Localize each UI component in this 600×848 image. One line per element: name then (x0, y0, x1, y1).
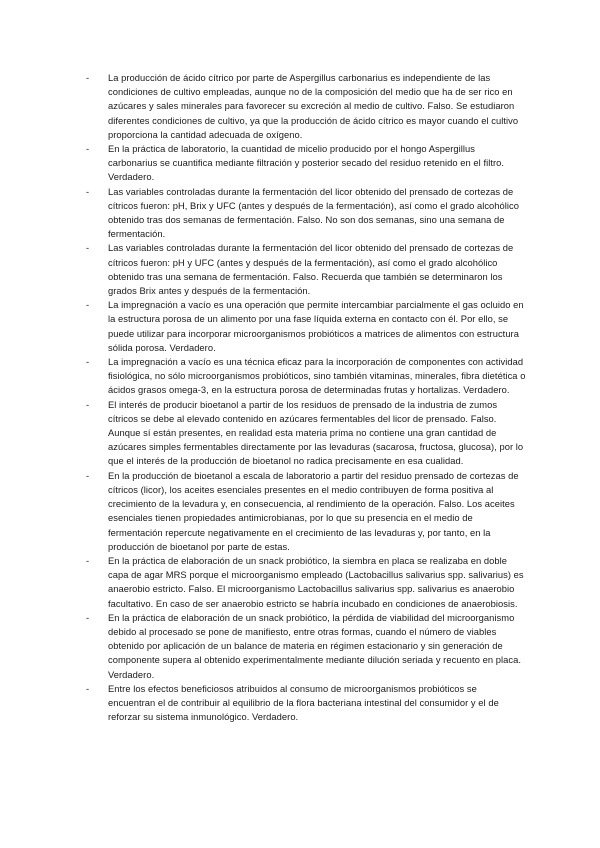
statement-text: El interés de producir bioetanol a partir de los residuos de prensado de la industria de zumos cítricos se debe al elevado contenido en azúcares fermentables del licor de prensado. Falso. Aunque sí están presentes, en realidad esta materia prima no contiene una gran cantidad de azúcares simples fermentables directamente por las levaduras (sacarosa, fructosa, glucosa), por lo que el interés de la producción de bioetanol no radica precisamente en esa cualidad. (108, 399, 524, 467)
list-item (86, 185, 526, 242)
statement-text: En la práctica de elaboración de un snack probiótico, la siembra en placa se realizaba en doble capa de agar MRS porque el microorganismo empleado (Lactobacillus salivarius spp. salivarius) es anaerobio estricto. Falso. El microorganismo Lactobacillus salivarius spp. salivarius es anaerobio facultativo. En caso de ser anaerobio estricto se habría incubado en condiciones de anaerobiosis. (108, 555, 524, 609)
list-item (86, 142, 526, 185)
statement-list (86, 71, 526, 724)
list-item (86, 71, 526, 142)
list-item (86, 355, 526, 398)
bullet-dash: - (86, 357, 90, 368)
bullet-dash: - (86, 555, 90, 566)
list-item (86, 398, 526, 469)
list-item (86, 298, 526, 355)
statement-text: La impregnación a vacío es una operación que permite intercambiar parcialmente el gas ocluido en la estructura porosa de un alimento por una fase líquida externa en contacto con él. Por ello, se puede utilizar para incorporar microorganismos probióticos a matrices de alimentos con estructura sólida porosa. Verdadero. (108, 300, 524, 353)
statement-text: Entre los efectos beneficiosos atribuidos al consumo de microorganismos probióticos se encuentran el de contribuir al equilibrio de la flora bacteriana intestinal del consumidor y el de reforzar su sistema inmunológico. Verdadero. (108, 683, 499, 723)
statement-text: En la práctica de elaboración de un snack probiótico, la pérdida de viabilidad del microorganismo debido al procesado se pone de manifiesto, entre otras formas, cuando el número de viables obtenido por aplicación de un balance de materia en régimen estacionario y sin generación de componente supera al obtenido experimentalmente mediante dilución seriada y recuento en placa. Verdadero. (108, 612, 521, 680)
list-item (86, 469, 526, 554)
list-item (86, 241, 526, 298)
statement-text: La impregnación a vacío es una técnica eficaz para la incorporación de componentes con actividad fisiológica, no sólo microorganismos probióticos, sino también vitaminas, minerales, fibra dietética o ácidos grasos omega-3, en la estructura porosa de determinadas frutas y hortalizas. Verdadero. (108, 357, 526, 396)
list-item (86, 554, 526, 611)
statement-text: Las variables controladas durante la fermentación del licor obtenido del prensado de cortezas de cítricos fueron: pH, Brix y UFC (antes y después de la fermentación), así como el grado alcohólico obtenido tras dos semanas de fermentación. Falso. No son dos semanas, sino una semana de fermentación. (108, 186, 520, 240)
list-item (86, 682, 526, 725)
bullet-dash: - (86, 683, 90, 694)
bullet-dash: - (86, 470, 90, 481)
bullet-dash: - (86, 612, 90, 623)
statement-text: En la práctica de laboratorio, la cuantidad de micelio producido por el hongo Aspergillus carbonarius se cuantifica mediante filtración y posterior secado del residuo retenido en el filtro. Verdadero. (108, 144, 505, 183)
statement-text: Las variables controladas durante la fermentación del licor obtenido del prensado de cortezas de cítricos fueron: pH y UFC (antes y después de la fermentación), así como el grado alcohólico obtenido tras una semana de fermentación. Falso. Recuerda que también se determinaron los grados Brix antes y después de la fermentación. (108, 243, 514, 297)
statement-text: En la producción de bioetanol a escala de laboratorio a partir del residuo prensado de cortezas de cítricos (licor), los aceites esenciales presentes en el medio contribuyen de forma positiva al crecimiento de la levadura y, en consecuencia, al rendimiento de la operación. Falso. Los aceites esenciales tienen propiedades antimicrobianas, por lo que su presencia en el medio de fermentación repercute negativamente en el crecimiento de las levaduras y, por tanto, en la producción de bioetanol por parte de estas. (108, 470, 519, 552)
bullet-dash: - (86, 73, 90, 83)
bullet-dash: - (86, 243, 90, 254)
bullet-dash: - (86, 186, 90, 197)
list-item (86, 611, 526, 682)
bullet-dash: - (86, 399, 90, 410)
statement-text: La producción de ácido cítrico por parte de Aspergillus carbonarius es independiente de las condiciones de cultivo empleadas, aunque no de la composición del medio que ha de ser rico en azúcares y sales minerales para favorecer su excreción al medio de cultivo. Falso. Se estudiaron diferentes condiciones de cultivo, ya que la producción de ácido cítrico es mayor cuando el cultivo proporciona la cantidad adecuada de oxígeno. (108, 73, 519, 140)
bullet-dash: - (86, 144, 90, 155)
bullet-dash: - (86, 300, 90, 311)
